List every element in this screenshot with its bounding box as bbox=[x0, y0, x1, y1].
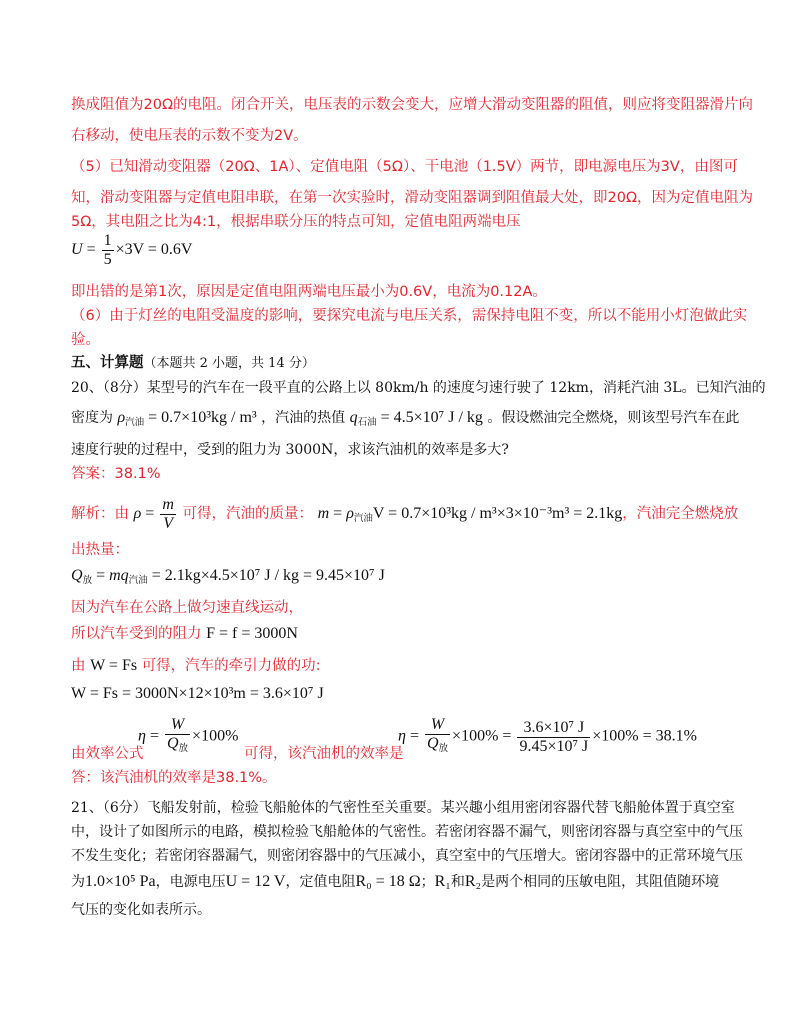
text-line: 5Ω，其电阻之比为4:1，根据串联分压的特点可知，定值电阻两端电压 bbox=[71, 214, 521, 230]
question-20-line: 速度行驶的过程中，受到的阻力为 3000N，求该汽油机的效率是多大? bbox=[71, 442, 509, 458]
solution-line: 因为汽车在公路上做匀速直线运动， bbox=[71, 600, 303, 616]
text-line: 知，滑动变阻器与定值电阻串联，在第一次实验时，滑动变阻器调到阻值最大处，即20Ω，因为定值电阻为 bbox=[71, 190, 754, 206]
text-line: 验。 bbox=[71, 332, 100, 348]
equation-efficiency-result: η = $\frac{W}{\text{Q放}}$ ×100% = $\frac{\text{3.6×10⁷ J}}{\text{9.45×10⁷ J}}$ ×100% = 38.1% bbox=[398, 716, 697, 755]
final-answer-20: 答：该汽油机的效率是38.1%。 bbox=[71, 770, 277, 786]
equation-efficiency-formula: η = $\frac{W}{\text{Q放}}$ ×100% bbox=[138, 716, 239, 754]
question-20-line: 密度为 ρ汽油 = 0.7×10³kg / m³ ，汽油的热值 q石油 = 4.5×10⁷ J / kg 。假设燃油完全燃烧，则该型号汽车在此 bbox=[71, 409, 740, 428]
section-title: 五、计算题（本题共 2 小题，共 14 分） bbox=[71, 355, 315, 371]
text-line: （5）已知滑动变阻器（20Ω、1A）、定值电阻（5Ω）、干电池（1.5V）两节，即电源电压为3V，由图可 bbox=[71, 159, 738, 175]
text-line: 右移动，使电压表的示数不变为2V。 bbox=[71, 128, 308, 144]
question-21-line: 气压的变化如表所示。 bbox=[71, 902, 211, 918]
question-20-line: 20、（8分）某型号的汽车在一段平直的公路上以 80km/h 的速度匀速行驶了 12km，消耗汽油 3L。已知汽油的 bbox=[71, 380, 766, 396]
question-21-line: 21、（6分）飞船发射前，检验飞船舱体的气密性至关重要。某兴趣小组用密闭容器代替飞船舱体置于真空室 bbox=[71, 800, 735, 816]
text-line: （6）由于灯丝的电阻受温度的影响，要探究电流与电压关系，需保持电阻不变，所以不能用小灯泡做此实 bbox=[71, 308, 748, 324]
solution-line: 出热量： bbox=[71, 542, 129, 558]
solution-line: 所以汽车受到的阻力 F = f = 3000N bbox=[71, 625, 298, 642]
solution-line: 解析：由 ρ = $\frac{m}{V}$ 可得，汽油的质量： m = ρ汽油V = 0.7×10³kg / m³×3×10⁻³m³ = 2.1kg，汽油完全燃烧放 bbox=[71, 496, 739, 532]
solution-line: 由 W = Fs 可得，汽车的牵引力做的功: bbox=[71, 657, 321, 674]
question-21-line: 为1.0×10⁵ Pa，电源电压U = 12 V，定值电阻R₀ = 18 Ω；R₁和R₂是两个相同的压敏电阻，其阻值随环境 bbox=[71, 873, 720, 890]
text-line: 换成阻值为20Ω的电阻。闭合开关，电压表的示数会变大，应增大滑动变阻器的阻值，则应将变阻器滑片向 bbox=[71, 97, 754, 113]
text-line: 即出错的是第1次，原因是定值电阻两端电压最小为0.6V，电流为0.12A。 bbox=[71, 284, 547, 300]
equation-voltage: U = $\frac{1}{5}$ ×3V = 0.6V bbox=[71, 232, 193, 268]
question-21-line: 不发生变化；若密闭容器漏气，则密闭容器中的气压减小，真空室中的气压增大。密闭容器中的正常环境气压 bbox=[71, 848, 743, 864]
answer-20: 答案：38.1% bbox=[71, 466, 161, 482]
question-21-line: 中，设计了如图所示的电路，模拟检验飞船舱体的气密性。若密闭容器不漏气，则密闭容器与真空室中的气压 bbox=[71, 824, 743, 840]
solution-line: 可得，该汽油机的效率是 bbox=[244, 746, 404, 762]
equation-heat: Q放 = mq汽油 = 2.1kg×4.5×10⁷ J / kg = 9.45×10⁷ J bbox=[71, 567, 385, 586]
equation-work: W = Fs = 3000N×12×10³m = 3.6×10⁷ J bbox=[71, 685, 324, 702]
solution-line: 由效率公式 bbox=[71, 746, 144, 762]
